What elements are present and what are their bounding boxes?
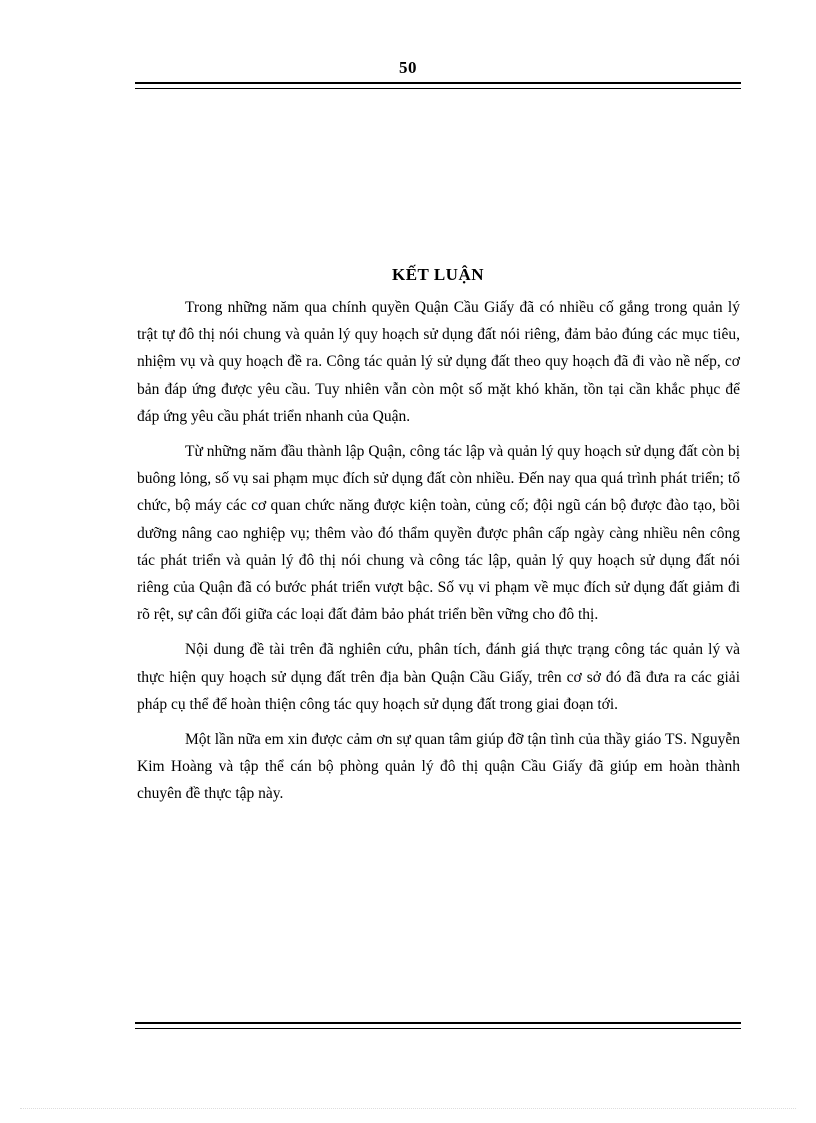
page-number: 50 bbox=[399, 58, 417, 77]
paragraph-3: Nội dung đề tài trên đã nghiên cứu, phân tích, đánh giá thực trạng công tác quản lý và thực hiện quy hoạch sử dụng đất trên địa bàn Quận Cầu Giấy, trên cơ sở đó đã đưa ra các giải pháp cụ thể để hoàn thiện công tác quy hoạch sử dụng đất trong giai đoạn tới. bbox=[137, 641, 740, 713]
paragraph-4: Một lần nữa em xin được cảm ơn sự quan tâm giúp đỡ tận tình của thầy giáo TS. Nguyễn Kim Hoàng và tập thể cán bộ phòng quản lý đô thị quận Cầu Giấy đã giúp em hoàn thành chuyên đề thực tập này. bbox=[137, 731, 740, 803]
footer-divider bbox=[135, 1022, 741, 1029]
body-text bbox=[137, 294, 740, 816]
page-edge bbox=[20, 1108, 796, 1109]
paragraph-1: Trong những năm qua chính quyền Quận Cầu Giấy đã có nhiều cố gắng trong quản lý trật tự đô thị nói chung và quản lý quy hoạch sử dụng đất nói riêng, đảm bảo đúng các mục tiêu, nhiệm vụ và quy hoạch đề ra. Công tác quản lý sử dụng đất theo quy hoạch đã đi vào nề nếp, cơ bản đáp ứng được yêu cầu. Tuy nhiên vẫn còn một số mặt khó khăn, tồn tại cần khắc phục để đáp ứng yêu cầu phát triển nhanh của Quận. bbox=[137, 299, 740, 425]
section-heading: KẾT LUẬN bbox=[391, 265, 484, 284]
paragraph-2: Từ những năm đầu thành lập Quận, công tác lập và quản lý quy hoạch sử dụng đất còn bị buông lỏng, số vụ sai phạm mục đích sử dụng đất còn nhiều. Đến nay qua quá trình phát triển; tổ chức, bộ máy các cơ quan chức năng được kiện toàn, củng cố; đội ngũ cán bộ được đào tạo, bồi dưỡng nâng cao nghiệp vụ; thêm vào đó thẩm quyền được phân cấp ngày càng nhiều nên công tác phát triển và quản lý đô thị nói chung và công tác lập, quản lý quy hoạch sử dụng đất nói riêng của Quận đã có bước phát triển vượt bậc. Số vụ vi phạm về mục đích sử dụng đất giảm đi rõ rệt, sự cân đối giữa các loại đất đảm bảo phát triển bền vững cho đô thị. bbox=[137, 443, 740, 624]
header-divider bbox=[135, 82, 741, 89]
